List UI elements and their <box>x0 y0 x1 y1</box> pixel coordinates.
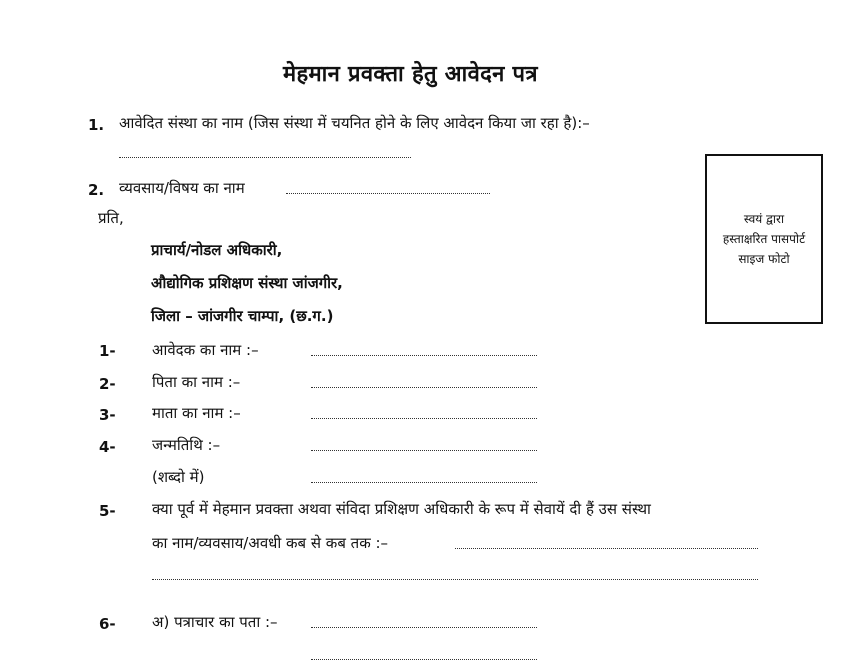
applicant-name-field[interactable] <box>311 355 537 356</box>
field-2-number: 2- <box>99 375 116 393</box>
prior-service-field-2[interactable] <box>152 579 758 580</box>
institute-name-label: आवेदित संस्था का नाम (जिस संस्था में चयनित होने के लिए आवेदन किया जा रहा है):– <box>119 114 590 132</box>
photo-text-1: स्वयं द्वारा <box>743 212 785 226</box>
prior-service-question-line-1: क्या पूर्व में मेहमान प्रवक्ता अथवा संविदा प्रशिक्षण अधिकारी के रूप में सेवायें दी हैं उस संस्था <box>152 500 651 518</box>
field-5-number: 5- <box>99 502 116 520</box>
correspondence-address-field-2[interactable] <box>311 659 537 660</box>
addressee-line-3: जिला – जांजगीर चाम्पा, (छ.ग.) <box>151 307 334 325</box>
correspondence-address-label: अ) पत्राचार का पता :– <box>152 613 278 631</box>
correspondence-address-field-1[interactable] <box>311 627 537 628</box>
field-4-number: 4- <box>99 438 116 456</box>
addressee-line-2: औद्योगिक प्रशिक्षण संस्था जांजगीर, <box>151 274 343 292</box>
trade-name-field[interactable] <box>286 193 490 194</box>
applicant-name-label: आवेदक का नाम :– <box>152 341 259 359</box>
dob-field[interactable] <box>311 450 537 451</box>
form-title: मेहमान प्रवक्ता हेतु आवेदन पत्र <box>283 62 538 87</box>
dob-in-words-label: (शब्दो में) <box>152 468 205 486</box>
item-2-number: 2. <box>88 181 105 199</box>
passport-photo-box[interactable] <box>705 154 823 324</box>
field-1-number: 1- <box>99 342 116 360</box>
mother-name-label: माता का नाम :– <box>152 404 241 422</box>
institute-name-field[interactable] <box>119 157 411 158</box>
photo-text-2: हस्ताक्षरित पासपोर्ट <box>722 232 806 246</box>
father-name-field[interactable] <box>311 387 537 388</box>
dob-in-words-field[interactable] <box>311 482 537 483</box>
addressee-prati: प्रति, <box>98 209 124 227</box>
photo-text-3: साइज फोटो <box>738 252 790 266</box>
father-name-label: पिता का नाम :– <box>152 373 241 391</box>
field-6-number: 6- <box>99 615 116 633</box>
prior-service-question-line-2: का नाम/व्यवसाय/अवधी कब से कब तक :– <box>152 534 389 552</box>
prior-service-field-1[interactable] <box>455 548 758 549</box>
mother-name-field[interactable] <box>311 418 537 419</box>
addressee-line-1: प्राचार्य/नोडल अधिकारी, <box>151 241 283 259</box>
item-1-number: 1. <box>88 116 105 134</box>
field-3-number: 3- <box>99 406 116 424</box>
dob-label: जन्मतिथि :– <box>152 436 221 454</box>
trade-name-label: व्यवसाय/विषय का नाम <box>119 179 245 197</box>
